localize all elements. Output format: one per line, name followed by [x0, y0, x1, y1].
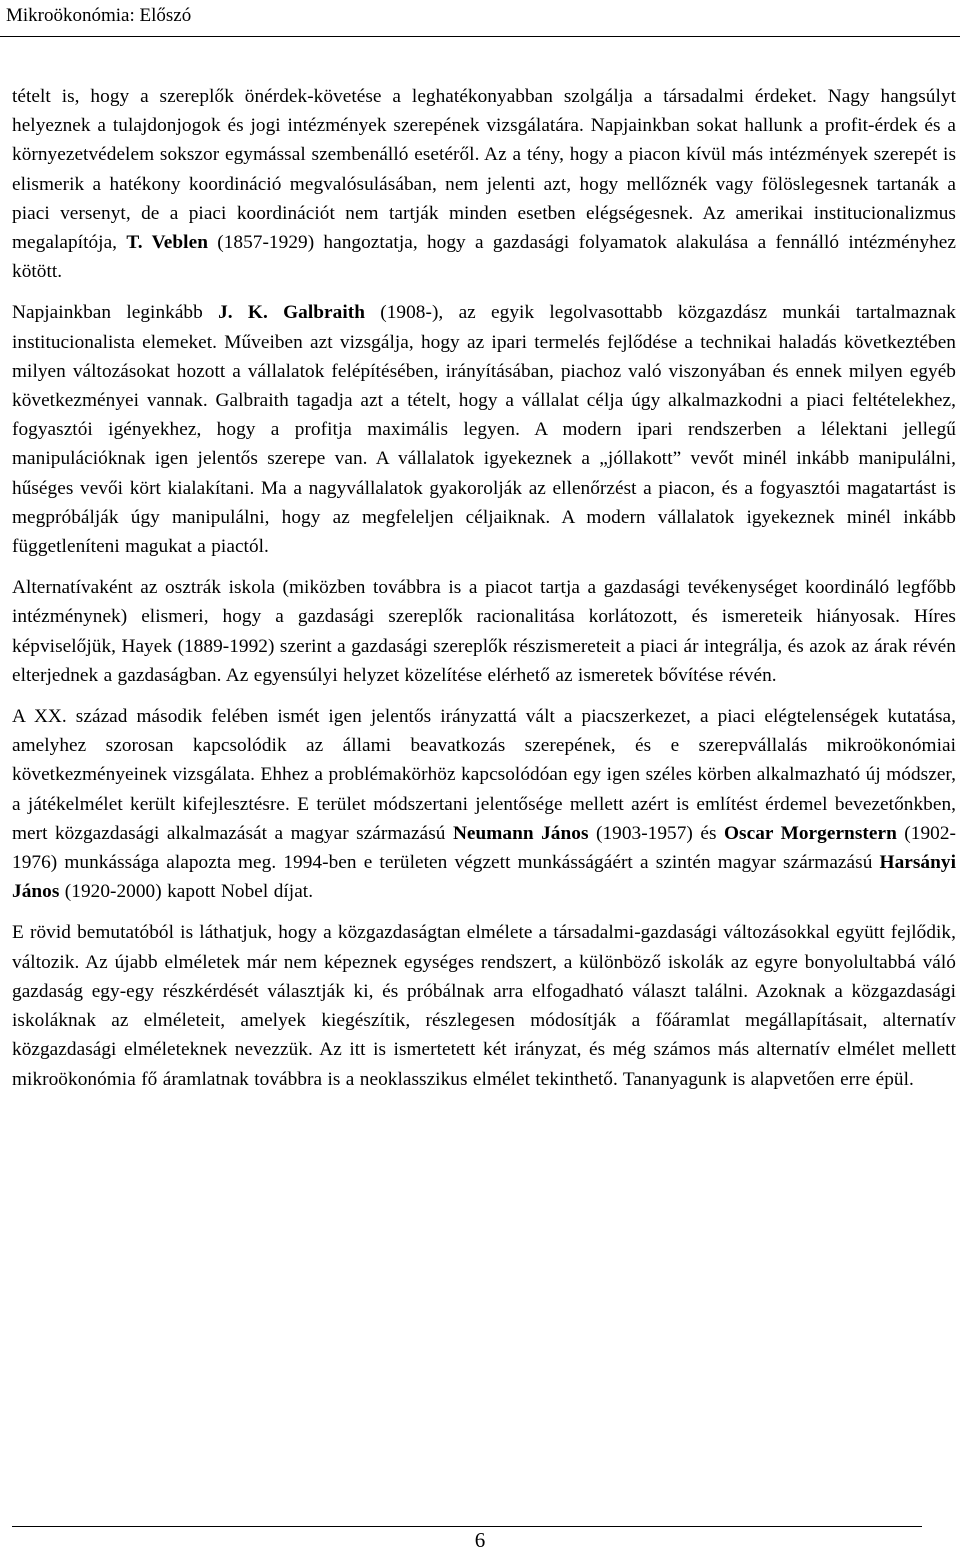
paragraph-1: [12, 82, 956, 286]
paragraph-3: [12, 573, 956, 690]
text-run: (1908-), az egyik legolvasottabb közgazdász munkái tartalmaznak institucionalista elemeket. Műveiben azt vizsgálja, hogy az ipari termelés fejlődése a technikai haladás következtében milyen változásokat hozott a vállalatok felépítésében, irányításában, piachoz való viszonyában és ennek milyen egyéb következményei vannak. Galbraith tagadja azt a tételt, hogy a vállalat célja úgy alkalmazkodni a piaci feltételekhez, fogyasztói igényekhez, hogy a profitja maximális legyen. A modern ipari rendszerben a lélektani jellegű manipulációknak igen jelentős szerepe van. A vállalatok igyekeznek a „jóllakott” vevőt minél inkább manipulálni, hűséges vevői kört kialakítani. Ma a nagyvállalatok gyakorolják az ellenőrzést a piacon, és a fogyasztói magatartást is megpróbálják úgy manipulálni, hogy az megfeleljen céljaiknak. A modern vállalatok igyekeznek minél inkább függetleníteni magukat a piactól.: [12, 302, 956, 558]
text-run: Alternatívaként az osztrák iskola (miközben továbbra is a piacot tartja a gazdasági tevékenységet koordináló legfőbb intézménynek) elismeri, hogy a gazdasági szereplők racionalitása korlátozott, és ismereteik hiányosak. Híres képviselőjük, Hayek (1889-1992) szerint a gazdasági szereplők részismereteit a piaci ár integrálja, és azok az árak révén elterjednek a gazdaságban. Az egyensúlyi helyzet közelítése elérhető az ismeretek bővítése révén.: [12, 577, 956, 686]
text-run: (1902-1976) munkássága alapozta meg. 1994-ben e területen végzett munkásságáért a szintén magyar származású: [12, 822, 957, 874]
paragraph-5: [12, 918, 956, 1093]
bold-name: Harsányi János: [12, 852, 956, 903]
header-divider: [0, 36, 960, 37]
paragraph-2: [12, 298, 956, 561]
page-number: 6: [474, 1528, 486, 1552]
document-body: [12, 82, 956, 1106]
bold-name: Neumann János: [452, 822, 589, 844]
text-run: (1857-1929) hangoztatja, hogy a gazdasági folyamatok alakulása a fennálló intézményhez kötött.: [12, 232, 956, 283]
bold-name: J. K. Galbraith: [218, 302, 365, 324]
text-run: A XX. század második felében ismét igen jelentős irányzattá vált a piacszerkezet, a piaci elégtelenségek kutatása, amelyhez szorosan kapcsolódik az állami beavatkozás szerepének, és e szerepvállalás mikroökonómiai következményeinek vizsgálata. Ehhez a problémakörhöz kapcsolódóan egy igen széles körben alkalmazható új módszer, a játékelmélet került kifejlesztésre. E terület módszertani jelentősége mellett azért is említést érdemel bevezetőnkben, mert közgazdasági alkalmazását a magyar származású: [12, 706, 956, 844]
text-run: Napjainkban leginkább: [12, 302, 219, 324]
text-run: E rövid bemutatóból is láthatjuk, hogy a közgazdaságtan elmélete a társadalmi-gazdasági változásokkal együtt fejlődik, változik. Az újabb elméletek már nem képeznek egységes rendszert, a különböző iskolák az egyre bonyolultabbá váló gazdaság egy-egy részkérdését választják ki, és próbálnak arra elfogadható választ találni. Azoknak a közgazdasági iskoláknak az elméleteit, amelyek kiegészítik, részlegesen módosítják a főáramlat megállapításait, alternatív közgazdasági elméleteknek nevezzük. Az itt is ismertetett két irányzat, és még számos más alternatív elmélet mellett mikroökonómia fő áramlatnak továbbra is a neoklasszikus elmélet tekinthető. Tananyagunk is alapvetően erre épül.: [12, 922, 956, 1090]
text-run: (1903-1957) és: [588, 822, 724, 844]
page-header: [0, 0, 960, 38]
document-title: Mikroökonómia: Előszó: [6, 5, 192, 26]
bold-name: Oscar Morgernstern: [723, 822, 897, 844]
bold-name: T. Veblen: [126, 232, 208, 254]
text-run: (1920-2000) kapott Nobel díjat.: [59, 881, 314, 903]
text-run: tételt is, hogy a szereplők önérdek-követése a leghatékonyabban szolgálja a társadalmi érdeket. Nagy hangsúlyt helyeznek a tulajdonjogok és jogi intézmények szerepének vizsgálatára. Napjainkban sokat hallunk a profit-érdek és a környezetvédelem sokszor egymással szembenálló esetéről. Az a tény, hogy a piacon kívül más intézmények szerepét is elismerik a hatékony koordináció megvalósulásában, nem jelenti azt, hogy mellőznék vagy fölöslegesnek tartanák a piaci versenyt, de a piaci koordinációt nem tartják minden esetben elégségesnek. Az amerikai institucionalizmus megalapítója,: [12, 86, 956, 254]
paragraph-4: [12, 702, 956, 906]
